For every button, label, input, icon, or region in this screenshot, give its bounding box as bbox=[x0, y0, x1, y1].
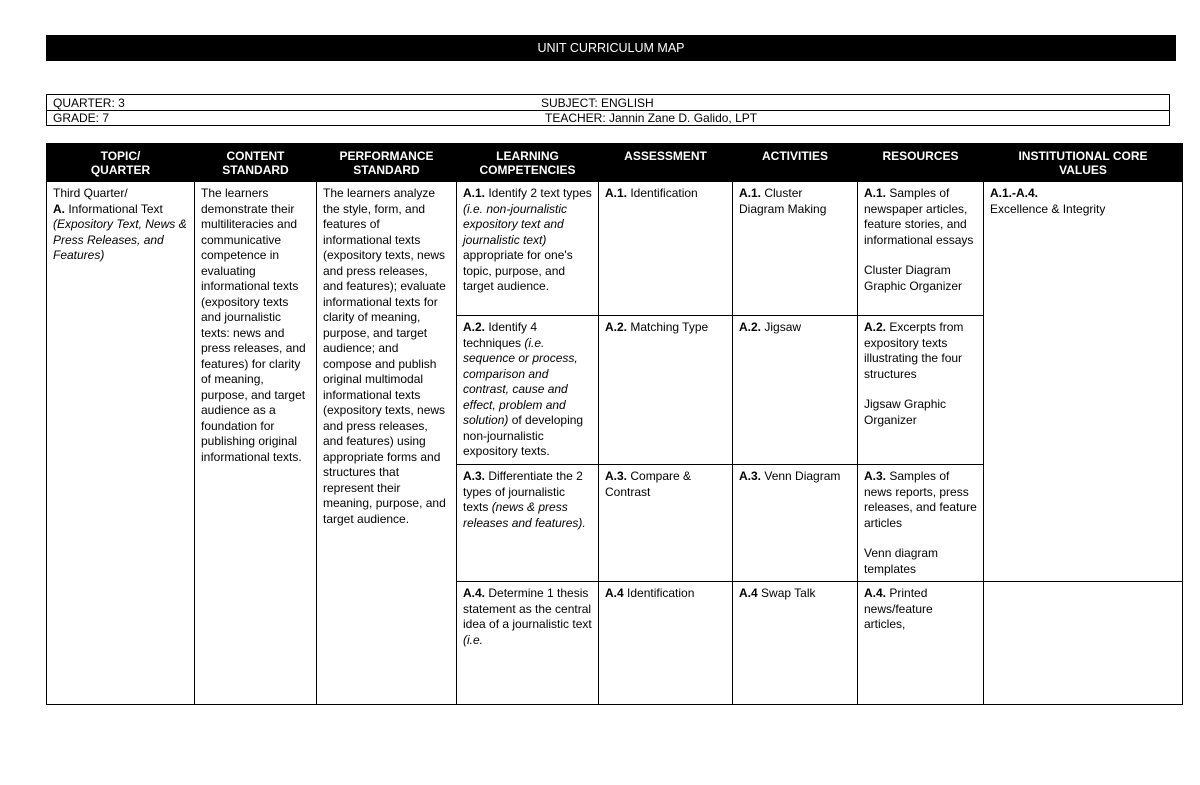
table-row bbox=[47, 182, 1183, 316]
performance-standard-cell: The learners analyze the style, form, and features of informational texts (expository texts, news and press releases, and features); evaluate informational texts for clarity of meaning, purpose, and target audience; and compose and publish original multimodal informational texts (expository texts, news and press releases, and features) using appropriate forms and structures that represent their meaning, purpose, and target audience. bbox=[317, 182, 457, 705]
topic-cell: Third Quarter/ A. Informational Text (Expository Text, News & Press Releases, and Features) bbox=[47, 182, 195, 705]
page-title: UNIT CURRICULUM MAP bbox=[537, 41, 685, 55]
assessment-cell: A.3. Compare & Contrast bbox=[599, 465, 733, 582]
col-content-standard: CONTENT STANDARD bbox=[195, 144, 317, 182]
competency-cell: A.4. Determine 1 thesis statement as the central idea of a journalistic text (i.e. bbox=[457, 582, 599, 705]
core-values-cell: A.1.-A.4. Excellence & Integrity bbox=[984, 182, 1183, 582]
activity-cell: A.2. Jigsaw bbox=[733, 316, 858, 465]
resource-cell: A.3. Samples of news reports, press releases, and feature articles Venn diagram templates bbox=[858, 465, 984, 582]
grade-label: GRADE: 7 bbox=[53, 111, 110, 125]
activity-cell: A.4 Swap Talk bbox=[733, 582, 858, 705]
col-learning-competencies: LEARNING COMPETENCIES bbox=[457, 144, 599, 182]
quarter-label: QUARTER: 3 bbox=[53, 96, 125, 110]
assessment-cell: A.2. Matching Type bbox=[599, 316, 733, 465]
competency-cell: A.2. Identify 4 techniques (i.e. sequence or process, comparison and contrast, cause and effect, problem and solution) of developing non-journalistic expository texts. bbox=[457, 316, 599, 465]
header-row bbox=[47, 144, 1183, 182]
subject-label: SUBJECT: ENGLISH bbox=[541, 96, 654, 110]
teacher-label: TEACHER: Jannin Zane D. Galido, LPT bbox=[545, 111, 758, 125]
col-topic: TOPIC/ QUARTER bbox=[47, 144, 195, 182]
content-standard-cell: The learners demonstrate their multiliteracies and communicative competence in evaluating informational texts (expository texts and journalistic texts: news and press releases, and features) for clarity of meaning, purpose, and target audience as a foundation for publishing original informational texts. bbox=[195, 182, 317, 705]
curriculum-table bbox=[46, 143, 1183, 705]
assessment-cell: A.4 Identification bbox=[599, 582, 733, 705]
col-activities: ACTIVITIES bbox=[733, 144, 858, 182]
col-performance-standard: PERFORMANCE STANDARD bbox=[317, 144, 457, 182]
core-values-empty-cell bbox=[984, 582, 1183, 705]
topic-line1: Third Quarter/ bbox=[53, 186, 128, 200]
assessment-cell: A.1. Identification bbox=[599, 182, 733, 316]
info-box bbox=[46, 94, 1170, 126]
resource-cell: A.2. Excerpts from expository texts illustrating the four structures Jigsaw Graphic Organizer bbox=[858, 316, 984, 465]
activity-cell: A.3. Venn Diagram bbox=[733, 465, 858, 582]
col-resources: RESOURCES bbox=[858, 144, 984, 182]
topic-title: Informational Text bbox=[65, 201, 163, 216]
page-title-banner bbox=[46, 35, 1176, 61]
col-assessment: ASSESSMENT bbox=[599, 144, 733, 182]
activity-cell: A.1. Cluster Diagram Making bbox=[733, 182, 858, 316]
competency-cell: A.1. Identify 2 text types (i.e. non-journalistic expository text and journalistic text) appropriate for one's topic, purpose, and target audience. bbox=[457, 182, 599, 316]
competency-cell: A.3. Differentiate the 2 types of journalistic texts (news & press releases and features). bbox=[457, 465, 599, 582]
col-core-values: INSTITUTIONAL CORE VALUES bbox=[984, 144, 1183, 182]
topic-detail: (Expository Text, News & Press Releases, and Features) bbox=[53, 217, 187, 262]
resource-cell: A.4. Printed news/feature articles, bbox=[858, 582, 984, 705]
resource-cell: A.1. Samples of newspaper articles, feature stories, and informational essays Cluster Diagram Graphic Organizer bbox=[858, 182, 984, 316]
